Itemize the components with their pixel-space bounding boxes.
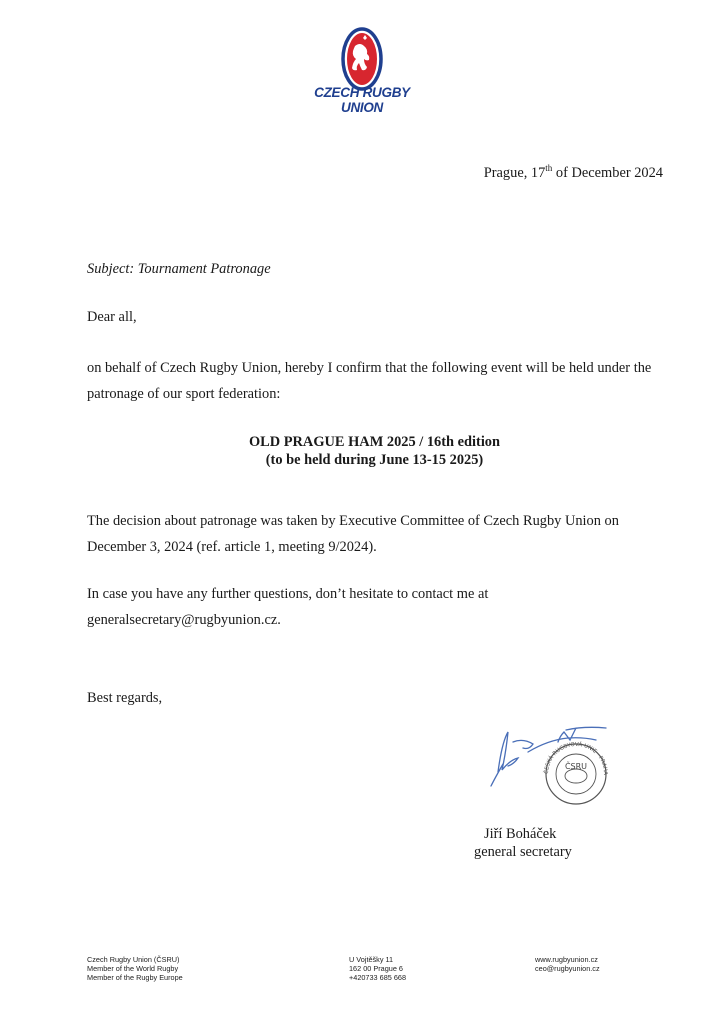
stamp-center-text: ČSRU (564, 762, 588, 771)
footer-line: Czech Rugby Union (ČSRU) (87, 955, 180, 964)
org-name-line2: UNION (341, 100, 383, 115)
signatory-title: general secretary (474, 844, 572, 860)
signature-stamp-graphic (458, 712, 623, 822)
date-month-year: of December 2024 (552, 164, 663, 181)
paragraph-contact: In case you have any further questions, don’t hesitate to contact me at generalsecretary@rugbyunion.cz. (87, 586, 489, 628)
paragraph-confirmation: on behalf of Czech Rugby Union, hereby I confirm that the following event will be held under the patronage of our sport federation: (87, 360, 652, 402)
signatory-name: Jiří Boháček (484, 826, 557, 842)
letter-date (484, 155, 663, 186)
footer-line: +420733 685 668 (349, 973, 407, 983)
footer-website[interactable]: www.rugbyunion.cz (535, 955, 598, 964)
event-title: OLD PRAGUE HAM 2025 / 16th edition (248, 434, 501, 450)
subject-line: Subject: Tournament Patronage (87, 261, 271, 277)
footer-line: Member of the World Rugby (87, 964, 179, 974)
footer-line: Member of the Rugby Europe (87, 973, 183, 983)
date-day: Prague, 17 (483, 164, 546, 181)
greeting: Dear all, (87, 309, 137, 325)
org-name-line1: CZECH RUGBY (314, 85, 410, 100)
footer-line: U Vojtěšky 11 (349, 955, 394, 964)
event-block (87, 433, 662, 469)
footer-organization (87, 955, 183, 983)
stamp-ring-text: ČESKÁ RUGBYOVÁ UNIE · PRAHA (543, 741, 609, 776)
rugby-ball-lion-crest-icon (334, 24, 390, 94)
footer-contact (535, 955, 600, 973)
footer-email[interactable]: ceo@rugbyunion.cz (535, 964, 600, 974)
footer-line: 162 00 Prague 6 (349, 964, 403, 974)
event-dates: (to be held during June 13-15 2025) (265, 452, 484, 468)
date-ordinal-suffix: th (545, 163, 553, 173)
footer-address (349, 955, 406, 983)
paragraph-decision: The decision about patronage was taken by Executive Committee of Czech Rugby Union on December 3, 2024 (ref. article 1, meeting 9/2024). (87, 513, 619, 555)
closing: Best regards, (87, 690, 163, 706)
